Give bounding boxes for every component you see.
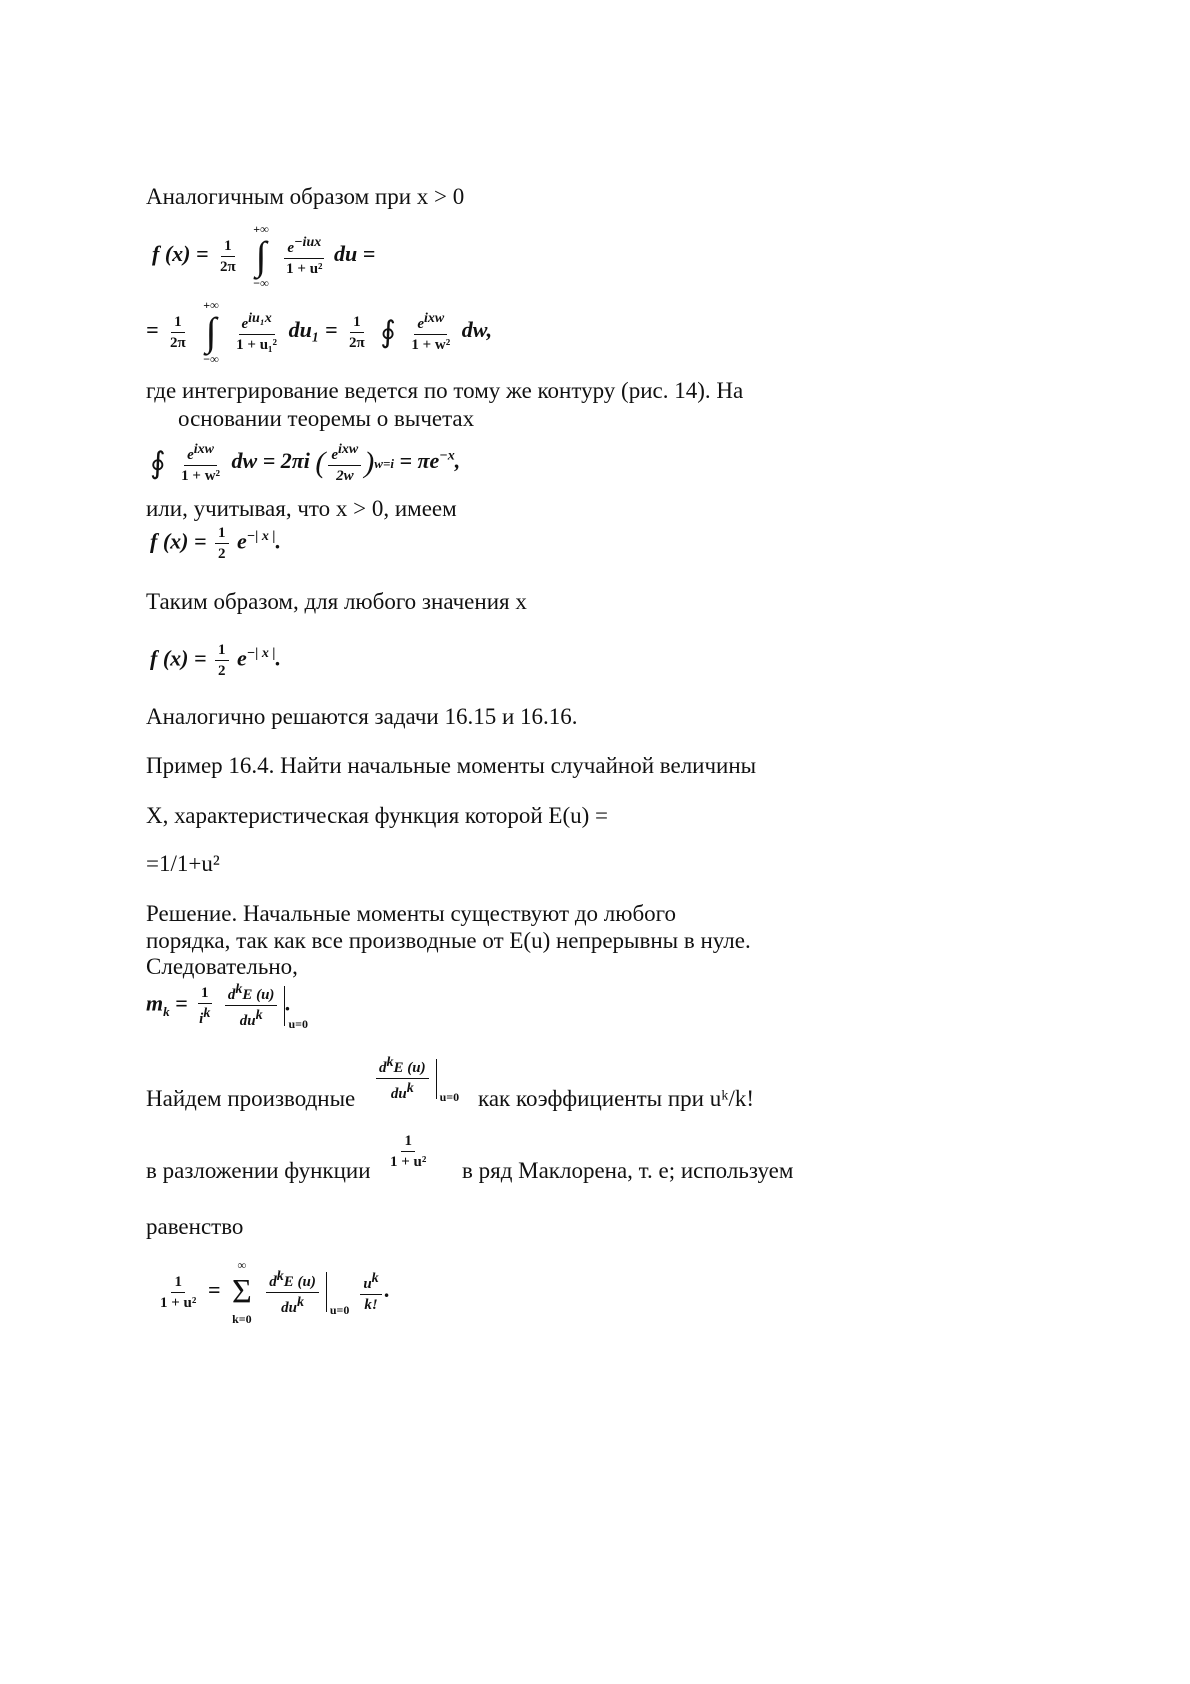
text-line-13b: как коэффициенты при uᵏ/k! [478, 1086, 755, 1111]
formula-5: f (x) = $\frac{1}{2}$ $e^{-| x |}$. [150, 642, 281, 679]
text-line-15: равенство [146, 1214, 244, 1239]
formula-3: ∮ $\frac{e^{ixw}}{\text{1 + w²}}$ dw = 2πi ( $\frac{e^{ixw}}{2w}$ )$w=i = \pi e^{-x}$, [150, 442, 461, 484]
text-line-1: Аналогичным образом при x > 0 [146, 184, 465, 209]
formula-7: $\frac{d^kE (u)}{du^k}$ u=0 [373, 1053, 437, 1104]
formula-6: $m_k$ = $\frac{1}{i^k}$ $\frac{d^kE (u)}{du^k}$ u=0 . [146, 982, 308, 1031]
text-line-2: где интегрирование ведется по тому же контуру (рис. 14). На [146, 378, 744, 403]
formula-2: = $\frac{1}{2\pi}$ +∞ ∫ −∞ $\frac{e^{iu_1x}}{\text{1 + u₁²}}$ du₁ = $\frac{1}{2\pi}$ ∮ $\frac{e^{ixw}}{\text{1 + w²}}$ dw, [146, 298, 493, 366]
text-line-13a: Найдем производные [146, 1086, 356, 1111]
text-line-5: Таким образом, для любого значения x [146, 589, 527, 614]
text-line-12: Следовательно, [146, 954, 298, 979]
text-line-6: Аналогично решаются задачи 16.15 и 16.16. [146, 704, 578, 729]
text-line-14b: в ряд Маклорена, т. е; используем [462, 1158, 794, 1183]
text-line-3: основании теоремы о вычетах [178, 406, 475, 431]
text-line-9: =1/1+u² [146, 851, 220, 876]
text-line-7: Пример 16.4. Найти начальные моменты случайной величины [146, 753, 757, 778]
text-line-11: порядка, так как все производные от E(u) непрерывны в нуле. [146, 928, 751, 953]
formula-9: $\frac{1}{\text{1 + u²}}$ = ∞ Σ k=0 $\frac{d^kE (u)}{du^k}$ u=0 $\frac{u^k}{k!}$ . [160, 1258, 391, 1326]
formula-8: $\frac{1}{\text{1 + u²}}$ [390, 1133, 427, 1170]
formula-1: f (x) = $\frac{1}{2\pi}$ +∞ ∫ −∞ $\frac{e^{-iux}}{\text{1 + u²}}$ du = [152, 222, 376, 290]
text-line-8: X, характеристическая функция которой E(u) = [146, 803, 609, 828]
text-line-14a: в разложении функции [146, 1158, 371, 1183]
text-line-4: или, учитывая, что x > 0, имеем [146, 496, 457, 521]
formula-4: f (x) = $\frac{1}{2}$ $e^{-| x |}$. [150, 525, 281, 562]
text-line-10: Решение. Начальные моменты существуют до любого [146, 901, 677, 926]
